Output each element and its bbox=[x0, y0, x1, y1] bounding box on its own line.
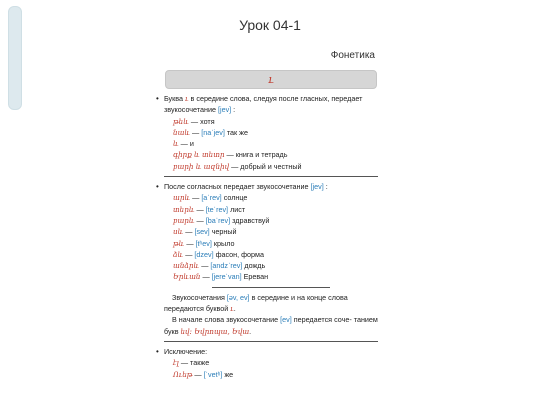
example-translation: и bbox=[189, 139, 194, 149]
example-dash: — bbox=[194, 215, 206, 225]
section4-examples bbox=[156, 357, 378, 380]
example-arm: գիրք և տետր bbox=[173, 150, 225, 160]
example-translation: здравствуй bbox=[232, 215, 270, 225]
example-arm: անձրև bbox=[173, 261, 200, 271]
example-arm: ձև bbox=[173, 249, 184, 259]
example-row bbox=[156, 260, 378, 271]
example-translation: фасон, форма bbox=[215, 249, 264, 259]
example-row bbox=[156, 215, 378, 226]
example-translation: также bbox=[190, 358, 210, 368]
section1-intro: • Буква ւ в середине слова, следуя после гласных, передает звукосочетание [jev] : bbox=[156, 93, 378, 116]
example-dash: — bbox=[183, 249, 195, 259]
example-translation: так же bbox=[226, 127, 248, 137]
example-row bbox=[156, 249, 378, 260]
example-row bbox=[156, 116, 378, 127]
example-dash: — bbox=[229, 161, 241, 171]
example-ipa: [naˈjev] bbox=[201, 127, 225, 137]
section-subtitle: Фонетика bbox=[330, 50, 375, 61]
example-ipa: [ˈvetʰ] bbox=[203, 369, 223, 379]
divider bbox=[164, 341, 378, 342]
example-ipa: [teˈrev] bbox=[205, 204, 229, 214]
example-dash: — bbox=[188, 116, 201, 126]
example-ipa: [andzˈrev] bbox=[210, 261, 243, 271]
example-arm: բարև bbox=[173, 215, 195, 225]
example-row bbox=[156, 127, 378, 138]
example-translation: солнце bbox=[223, 193, 248, 203]
example-arm: արև bbox=[173, 193, 191, 203]
example-translation: добрый и честный bbox=[240, 161, 302, 171]
example-translation: дождь bbox=[244, 261, 266, 271]
example-dash: — bbox=[190, 127, 202, 137]
section4-intro: • Исключение: bbox=[156, 346, 378, 357]
example-row bbox=[156, 161, 378, 172]
example-ipa: [jereˈvan] bbox=[211, 272, 242, 282]
example-arm: նաև bbox=[173, 127, 191, 137]
example-translation: черный bbox=[211, 227, 237, 237]
example-arm: Ուեթ bbox=[173, 369, 193, 379]
example-row bbox=[156, 192, 378, 203]
example-dash: — bbox=[199, 261, 211, 271]
example-dash: — bbox=[224, 150, 236, 160]
example-row bbox=[156, 226, 378, 237]
example-dash: — bbox=[183, 227, 195, 237]
example-arm: էլ bbox=[173, 358, 179, 368]
example-ipa: [tʰev] bbox=[195, 238, 212, 248]
example-arm: բարի և ազնիվ bbox=[173, 161, 230, 171]
example-ipa: [aˈrev] bbox=[201, 193, 222, 203]
example-dash: — bbox=[190, 193, 202, 203]
example-ipa: [baˈrev] bbox=[205, 215, 231, 225]
letter-header: ւ bbox=[165, 70, 377, 89]
example-row bbox=[156, 204, 378, 215]
example-translation: лист bbox=[230, 204, 246, 214]
example-arm: սև bbox=[173, 227, 184, 237]
example-row bbox=[156, 357, 378, 368]
example-arm: Երևան bbox=[173, 272, 201, 282]
example-translation: же bbox=[224, 369, 234, 379]
example-row bbox=[156, 149, 378, 160]
example-translation: Ереван bbox=[243, 272, 269, 282]
example-arm: թև bbox=[173, 238, 185, 248]
example-dash: — bbox=[178, 358, 191, 368]
example-translation: крыло bbox=[213, 238, 235, 248]
section3-paragraph2: В начале слова звукосочетание [ev] передается соче- танием букв եվ: Եվրոպա, Եվա. bbox=[164, 315, 378, 336]
example-dash: — bbox=[200, 272, 212, 282]
example-ipa: [dzev] bbox=[194, 249, 214, 259]
example-translation: книга и тетрадь bbox=[235, 150, 288, 160]
example-dash: — bbox=[178, 139, 190, 149]
lesson-content bbox=[156, 93, 378, 380]
example-row bbox=[156, 238, 378, 249]
section3-paragraph1: Звукосочетания [əv, ev] в середине и на конце слова передаются буквой ւ. bbox=[164, 292, 348, 314]
example-arm: տերև bbox=[173, 204, 195, 214]
divider-short bbox=[212, 287, 330, 288]
example-dash: — bbox=[192, 369, 204, 379]
example-row bbox=[156, 138, 378, 149]
example-arm: և bbox=[173, 139, 179, 149]
example-row bbox=[156, 369, 378, 380]
example-dash: — bbox=[194, 204, 206, 214]
page-title: Урок 04-1 bbox=[239, 17, 301, 33]
example-ipa: [sev] bbox=[194, 227, 210, 237]
example-row bbox=[156, 271, 378, 282]
example-translation: хотя bbox=[200, 116, 215, 126]
example-dash: — bbox=[184, 238, 196, 248]
section1-examples bbox=[156, 116, 378, 172]
divider bbox=[164, 176, 378, 177]
example-arm: թեև bbox=[173, 116, 189, 126]
section2-examples bbox=[156, 192, 378, 282]
section2-intro: • После согласных передает звукосочетание [jev] : bbox=[156, 181, 378, 192]
